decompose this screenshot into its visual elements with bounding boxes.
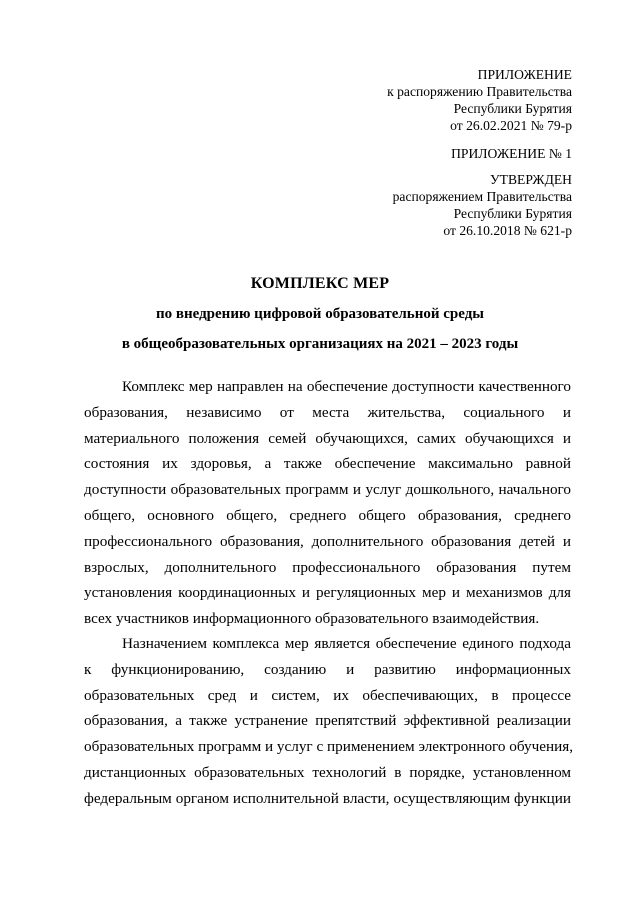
paragraph-line: федеральным органом исполнительной власти, осуществляющим функции [84, 789, 571, 807]
paragraph-line: Назначением комплекса мер является обеспечение единого подхода [122, 635, 571, 652]
document-title: КОМПЛЕКС МЕР [250, 275, 390, 292]
paragraph-line: дистанционных образовательных технологий в порядке, установленном [84, 763, 571, 781]
approved-title: УТВЕРЖДЕН [490, 172, 572, 187]
annex-number-title: ПРИЛОЖЕНИЕ № 1 [451, 146, 572, 161]
annex-line-date: от 26.02.2021 № 79-р [450, 118, 572, 133]
paragraph-line: доступности образовательных программ и услуг дошкольного, начального [84, 481, 571, 499]
approved-line-republic: Республики Бурятия [453, 206, 572, 221]
document-subtitle-2: в общеобразовательных организациях на 2021 – 2023 годы [121, 336, 519, 352]
paragraph-line: состояния их здоровья, а также обеспечение максимально равной [84, 455, 571, 473]
paragraph-line: взрослых, дополнительного профессионального образования путем [84, 558, 571, 576]
paragraph-line: образовательных сред и систем, их обеспечивающих, в процессе [84, 686, 571, 704]
annex-number-header [451, 145, 572, 162]
paragraph-line: профессионального образования, дополнительного образования детей и [84, 532, 571, 550]
annex-header [387, 66, 572, 134]
paragraph-line: общего, основного общего, среднего общего образования, среднего [84, 506, 571, 524]
document-subtitle-1: по внедрению цифровой образовательной среды [156, 306, 484, 322]
annex-line-republic: Республики Бурятия [453, 101, 572, 116]
annex-line-order: к распоряжению Правительства [387, 84, 572, 99]
paragraph-line: установления координационных и регуляционных мер и механизмов для [84, 584, 571, 602]
annex-title: ПРИЛОЖЕНИЕ [477, 67, 572, 82]
paragraph-line: всех участников информационного образовательного взаимодействия. [84, 610, 540, 628]
approved-header [393, 171, 572, 239]
paragraph-line: образовательных программ и услуг с применением электронного обучения, [84, 738, 574, 756]
paragraph-line: Комплекс мер направлен на обеспечение доступности качественного [122, 378, 571, 395]
paragraph-1 [84, 374, 571, 632]
paragraph-2 [84, 631, 574, 812]
paragraph-line: материального положения семей обучающихся, самих обучающихся и [84, 429, 571, 447]
approved-line-date: от 26.10.2018 № 621-р [443, 223, 572, 238]
paragraph-line: образования, а также устранение препятствий эффективной реализации [84, 712, 571, 730]
approved-line-order: распоряжением Правительства [392, 189, 572, 204]
document-heading [0, 274, 640, 354]
paragraph-line: образования, независимо от места жительства, социального и [84, 403, 571, 421]
paragraph-line: к функционированию, созданию и развитию информационных [84, 660, 571, 678]
